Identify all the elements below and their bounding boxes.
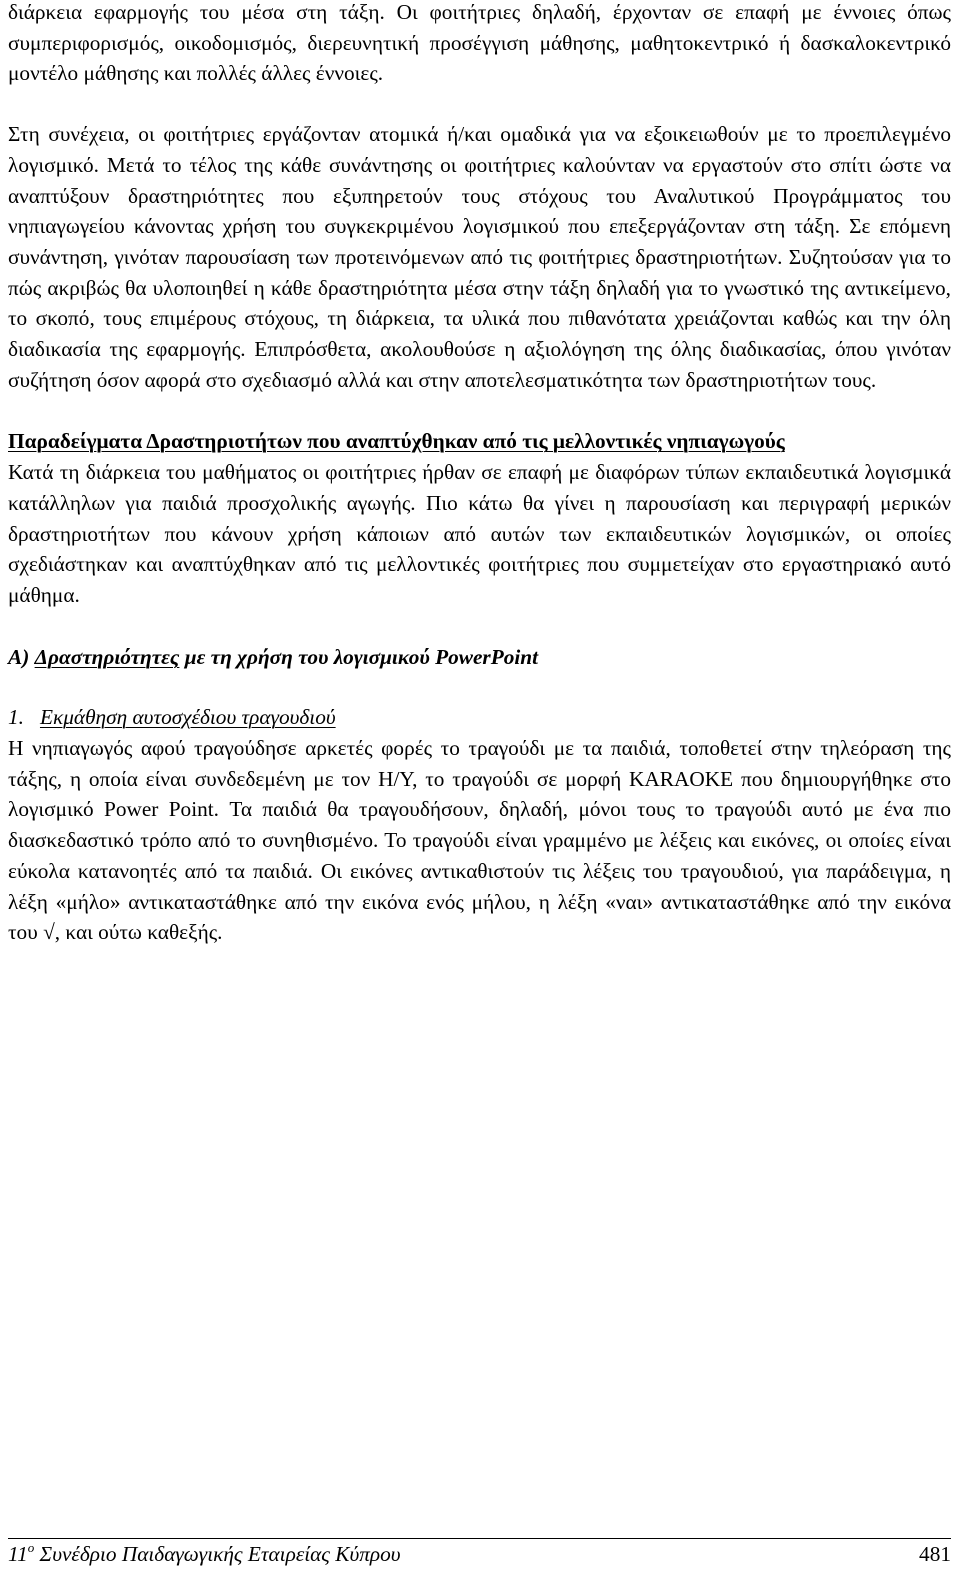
paragraph-song-activity: Η νηπιαγωγός αφού τραγούδησε αρκετές φορές το τραγούδι με τα παιδιά, τοποθετεί στην τηλεόραση της τάξης, η οποία είναι συνδεδεμένη με τον Η/Υ, το τραγούδι σε μορφή KARAOKE που δημιουργήθηκε στο λογισμικό Power Point. Τα παιδιά θα τραγουδήσουν, δηλαδή, μόνοι τους το τραγούδι αυτό με ένα πιο διασκεδαστικό τρόπο από το συνηθισμένο. Το τραγούδι είναι γραμμένο με λέξεις και εικόνες, οι οποίες είναι εύκολα κατανοητές από τα παιδιά. Οι εικόνες αντικαθιστούν τις λέξεις του τραγουδιού, για παράδειγμα, η λέξη «μήλο» αντικαταστάθηκε από την εικόνα ενός μήλου, η λέξη «ναι» αντικαταστάθηκε από την εικόνα του √, και ούτω καθεξής. (8, 736, 951, 945)
conference-name (8, 1539, 401, 1569)
conference-number: 11 (8, 1542, 28, 1566)
subsection-heading-prefix: A) (8, 644, 35, 669)
paragraph-intro-continuation: διάρκεια εφαρμογής του μέσα στη τάξη. Οι φοιτήτριες δηλαδή, έρχονταν σε επαφή με έννοιες όπως συμπεριφορισμός, οικοδομισμός, διερευνητική προσέγγιση μάθησης, μαθητοκεντρικό ή δασκαλοκεντρικό μοντέλο μάθησης και πολλές άλλες έννοιες. (8, 0, 951, 86)
subsection-heading-underlined-word: Δραστηριότητες (34, 644, 180, 669)
section-heading-examples: Παραδείγματα Δραστηριοτήτων που αναπτύχθηκαν από τις μελλοντικές νηπιαγωγούς (8, 429, 785, 454)
subsection-heading-powerpoint (8, 642, 951, 673)
page-footer (8, 1538, 951, 1569)
activity-number: 1. (8, 705, 24, 730)
paragraph-examples-intro: Κατά τη διάρκεια του μαθήματος οι φοιτήτριες ήρθαν σε επαφή με διαφόρων τύπων εκπαιδευτικά λογισμικά κατάλληλων για παιδιά προσχολικής αγωγής. Πιο κάτω θα γίνει η παρουσίαση και περιγραφή μερικών δραστηριοτήτων που κάνουν χρήση κάποιων από αυτών των εκπαιδευτικών λογισμικών, οι οποίες σχεδιάστηκαν και αναπτύχθηκαν από τις μελλοντικές φοιτήτριες που συμμετείχαν στο εργαστηριακό αυτό μάθημα. (8, 460, 951, 607)
page-number: 481 (919, 1542, 951, 1566)
document-page (8, 0, 951, 948)
conference-title: Συνέδριο Παιδαγωγικής Εταιρείας Κύπρου (34, 1542, 401, 1566)
activity-heading-song (8, 702, 951, 733)
paragraph-workflow: Στη συνέχεια, οι φοιτήτριες εργάζονταν ατομικά ή/και ομαδικά για να εξοικειωθούν με το προεπιλεγμένο λογισμικό. Μετά το τέλος της κάθε συνάντησης οι φοιτήτριες καλούνταν να εργαστούν στο σπίτι ώστε να αναπτύξουν δραστηριότητες που εξυπηρετούν τους στόχους του Αναλυτικού Προγράμματος του νηπιαγωγείου κάνοντας χρήση του συγκεκριμένου λογισμικού που επεξεργάζονταν στη τάξη. Σε επόμενη συνάντηση, γινόταν παρουσίαση των προτεινόμενων από τις φοιτήτριες δραστηριοτήτων. Συζητούσαν για το πώς ακριβώς θα υλοποιηθεί η κάθε δραστηριότητα μέσα στην τάξη δηλαδή για το γνωστικό της αντικείμενο, το σκοπό, τους επιμέρους στόχους, τη διάρκεια, τα υλικά που πιθανότατα χρειάζονται καθώς και την όλη διαδικασία της εφαρμογής. Επιπρόσθετα, ακολουθούσε η αξιολόγηση της όλης διαδικασίας, όπου γινόταν συζήτηση όσον αφορά στο σχεδιασμό αλλά και στην αποτελεσματικότητα των δραστηριοτήτων τους. (8, 122, 951, 392)
subsection-heading-rest: με τη χρήση του λογισμικού PowerPoint (179, 644, 539, 669)
activity-title: Εκμάθηση αυτοσχέδιου τραγουδιού (39, 705, 336, 730)
conference-ordinal: ο (27, 1539, 35, 1555)
